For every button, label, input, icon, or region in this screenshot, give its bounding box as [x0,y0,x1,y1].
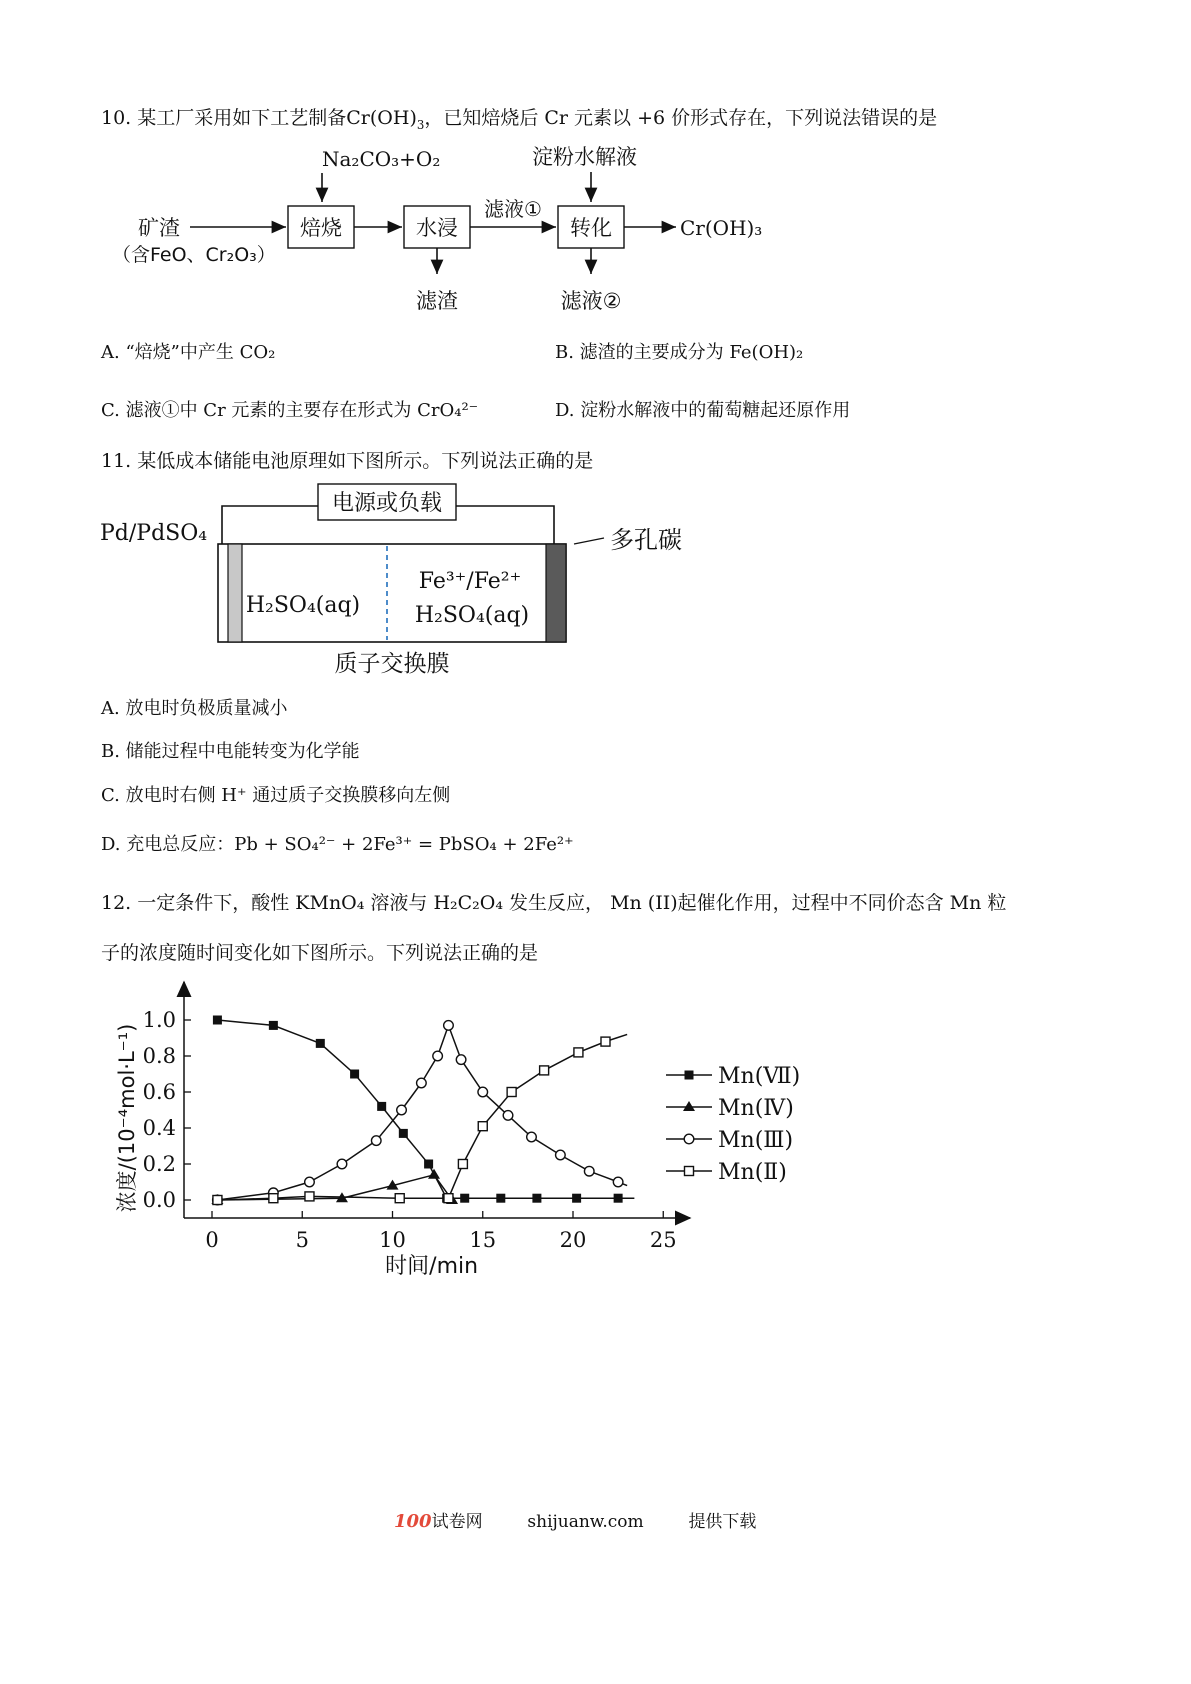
data-point [395,1194,404,1203]
q11-option-c[interactable]: C. 放电时右侧 H⁺ 通过质子交换膜移向左侧 [101,785,451,806]
data-point [417,1078,427,1088]
flow-residue: 滤渣 [416,289,458,313]
footer [394,1507,756,1532]
data-point [433,1051,443,1061]
x-tick-label: 10 [379,1228,406,1252]
right-electrode [546,544,566,642]
data-point [456,1055,466,1065]
data-point [572,1194,581,1203]
data-point [444,1021,454,1031]
footer-site: 试卷网 [431,1512,483,1532]
q12-stem-line1: 12. 一定条件下，酸性 KMnO₄ 溶液与 H₂C₂O₄ 发生反应， Mn (II)起催化作用，过程中不同价态含 Mn 粒 [101,892,1007,914]
q11-option-a[interactable]: A. 放电时负极质量减小 [101,698,288,719]
legend-marker [685,1071,694,1080]
left-electrode-label: Pd/PdSO₄ [100,521,208,546]
right-electrode-pointer [574,538,604,544]
data-point [614,1194,623,1203]
q11-battery-diagram [98,476,718,686]
data-point [377,1102,386,1111]
right-ions: Fe³⁺/Fe²⁺ [418,569,522,594]
power-source-label: 电源或负载 [331,491,443,516]
footer-logo: 100 [394,1511,432,1532]
data-point [540,1066,549,1075]
footer-note: 提供下载 [688,1512,757,1532]
footer-url[interactable]: shijuanw.com [527,1512,644,1532]
q11-option-d[interactable]: D. 充电总反应：Pb + SO₄²⁻ + 2Fe³⁺ = PbSO₄ + 2Fe²⁺ [101,834,574,855]
data-point [397,1105,407,1115]
data-point [458,1160,467,1169]
y-tick-label: 0.4 [142,1116,176,1140]
q10-option-a[interactable]: A. “焙烧”中产生 CO₂ [101,342,276,363]
legend-label: Mn(Ⅱ) [718,1160,787,1185]
data-point [460,1194,469,1203]
data-point [507,1088,516,1097]
x-tick-label: 25 [649,1228,677,1252]
data-point [503,1111,513,1121]
q10-option-c[interactable]: C. 滤液①中 Cr 元素的主要存在形式为 CrO₄²⁻ [101,400,479,421]
q10-stem-post: ，已知焙烧后 Cr 元素以 +6 价形式存在，下列说法错误的是 [424,107,938,129]
data-point [444,1194,453,1203]
data-point [305,1177,315,1187]
data-point [478,1122,487,1131]
q11-option-b[interactable]: B. 储能过程中电能转变为化学能 [101,741,360,762]
y-tick-label: 0.8 [142,1044,176,1068]
left-electrode [228,544,242,642]
data-point [601,1037,610,1046]
data-point [584,1166,594,1176]
flow-reagent-top2: 淀粉水解液 [532,145,637,169]
flow-filtrate1: 滤液① [484,197,542,221]
series-line [217,1025,627,1200]
flow-filtrate2: 滤液② [560,289,622,313]
data-point [532,1194,541,1203]
y-tick-label: 0.0 [142,1188,176,1212]
circuit-wire-right [456,506,554,544]
data-point [213,1016,222,1025]
x-axis-label: 时间/min [385,1254,479,1279]
legend-label: Mn(Ⅲ) [718,1128,794,1153]
data-point [613,1177,623,1187]
data-point [556,1150,566,1160]
data-point [399,1129,408,1138]
legend-label: Mn(Ⅳ) [718,1096,794,1121]
flow-reagent-top1: Na₂CO₃+O₂ [322,147,441,171]
q10-stem-pre: 10. 某工厂采用如下工艺制备 [101,107,347,129]
legend-marker [683,1101,695,1111]
right-solution: H₂SO₄(aq) [414,603,530,628]
flow-output: Cr(OH)₃ [680,216,763,240]
q10-stem [101,103,937,130]
membrane-label: 质子交换膜 [334,651,450,677]
q10-option-b[interactable]: B. 滤渣的主要成分为 Fe(OH)₂ [555,342,804,363]
q12-concentration-chart [100,980,820,1285]
flow-input-note: （含FeO、Cr₂O₃） [112,244,276,266]
data-point [496,1194,505,1203]
data-point [316,1039,325,1048]
data-point [371,1136,381,1146]
data-point [213,1196,222,1205]
data-point [269,1194,278,1203]
legend-label: Mn(Ⅶ) [718,1064,801,1089]
data-point [574,1048,583,1057]
y-tick-label: 0.6 [142,1080,176,1104]
data-point [424,1160,433,1169]
data-point [337,1159,347,1169]
series-2 [213,1021,628,1205]
q10-flow-diagram [100,138,820,318]
flow-input: 矿渣 [138,216,180,240]
legend-marker [684,1134,694,1144]
data-point [428,1169,440,1179]
left-solution: H₂SO₄(aq) [245,593,361,618]
x-tick-label: 0 [205,1228,219,1252]
x-tick-label: 20 [559,1228,587,1252]
data-point [269,1021,278,1030]
x-tick-label: 5 [295,1228,309,1252]
q11-stem: 11. 某低成本储能电池原理如下图所示。下列说法正确的是 [101,450,594,472]
y-tick-label: 1.0 [142,1008,176,1032]
data-point [350,1070,359,1079]
series-0 [213,1016,634,1203]
right-electrode-label: 多孔碳 [610,526,682,554]
series-line [217,1020,634,1198]
x-tick-label: 15 [469,1228,497,1252]
circuit-wire-left [222,506,318,544]
flow-step3: 转化 [570,216,612,240]
data-point [527,1132,537,1142]
q10-product: $Cr(OH)_3$ [346,107,425,132]
y-tick-label: 0.2 [142,1152,176,1176]
data-point [478,1087,488,1097]
y-axis-label: 浓度/(10⁻⁴mol·L⁻¹) [115,1023,139,1213]
legend-marker [685,1167,694,1176]
flow-step2: 水浸 [416,216,458,240]
flow-step1: 焙烧 [300,216,342,240]
data-point [305,1192,314,1201]
q12-stem-line2: 子的浓度随时间变化如下图所示。下列说法正确的是 [101,942,539,964]
series-line [217,1034,627,1200]
q10-option-d[interactable]: D. 淀粉水解液中的葡萄糖起还原作用 [555,400,851,421]
